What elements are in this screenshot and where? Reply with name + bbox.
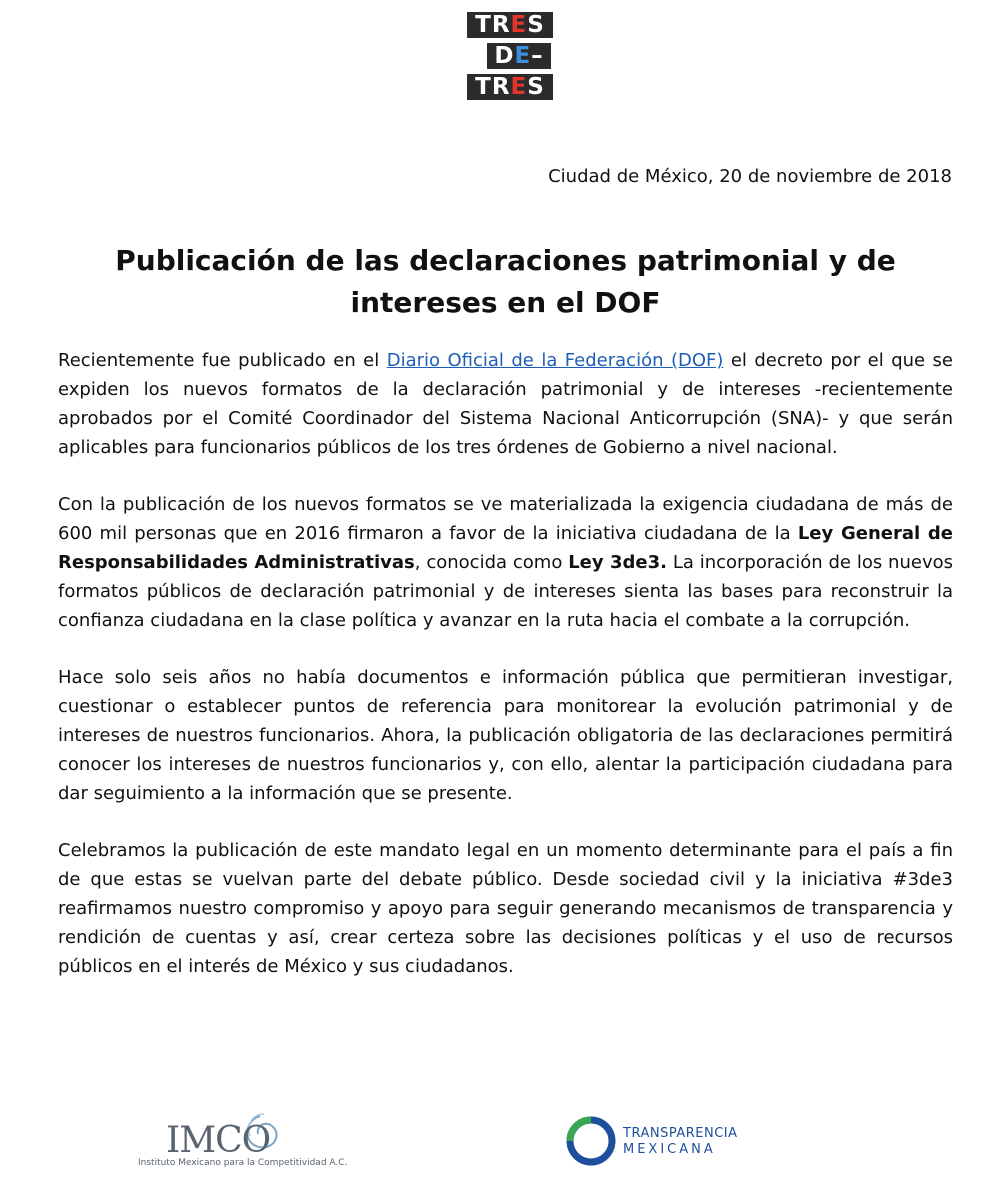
p2-part-3: La incorporación de los nuevos formatos públicos de declaración patrimonial y de intereses sienta las bases para reconstruir la confianza ciudadana en la clase política y avanzar en la ruta hacia el combate a la corrupción. — [58, 552, 953, 631]
logo-row-3-a: TR — [475, 74, 511, 100]
logo-row-2 — [487, 43, 551, 69]
transparencia-ring-icon — [566, 1116, 616, 1166]
logo-row-2-c: – — [531, 43, 544, 69]
paragraph-1 — [58, 346, 953, 462]
imco-logo — [138, 1110, 348, 1176]
document-date: Ciudad de México, 20 de noviembre de 2018 — [548, 166, 952, 187]
paragraph-2 — [58, 490, 953, 635]
p2-part-1: Con la publicación de los nuevos formatos se ve materializada la exigencia ciudadana de más de 600 mil personas que en 2016 firmaron a favor de la iniciativa ciudadana de la — [58, 494, 953, 544]
logo-row-3-b: E — [510, 74, 528, 100]
p2-bold-law-name: Ley General de Responsabilidades Administrativas — [58, 523, 953, 573]
dof-link[interactable]: Diario Oficial de la Federación (DOF) — [386, 350, 724, 371]
p2-part-2: , conocida como — [414, 552, 569, 573]
logo-row-1 — [467, 12, 553, 38]
logo-row-3-c: S — [527, 74, 545, 100]
tm-line-1: TRANSPARENCIA — [623, 1126, 738, 1141]
logo-row-1-a: TR — [475, 12, 511, 38]
paragraph-4: Celebramos la publicación de este mandato legal en un momento determinante para el país a fin de que estas se vuelvan parte del debate público. Desde sociedad civil y la iniciativa #3de3 reafirmamos nuestro compromiso y apoyo para seguir generando mecanismos de transparencia y rendición de cuentas y así, crear certeza sobre las decisiones políticas y el uso de recursos públicos en el interés de México y sus ciudadanos. — [58, 840, 953, 977]
document-body — [58, 346, 953, 1009]
logo-row-1-b: E — [510, 12, 528, 38]
p1-text-after: el decreto por el que se expiden los nuevos formatos de la declaración patrimonial y de intereses -recientemente aprobados por el Comité Coordinador del Sistema Nacional Anticorrupción (SNA)- y que serán aplicables para funcionarios públicos de los tres órdenes de Gobierno a nivel nacional. — [58, 350, 954, 458]
logo-row-2-b: E — [514, 43, 532, 69]
logo-row-1-c: S — [527, 12, 545, 38]
transparencia-mexicana-logo — [566, 1116, 746, 1166]
tm-line-2: MEXICANA — [623, 1142, 716, 1157]
paragraph-3: Hace solo seis años no había documentos e información pública que permitieran investigar, cuestionar o establecer puntos de referencia para monitorear la evolución patrimonial y de intereses de nuestros funcionarios. Ahora, la publicación obligatoria de las declaraciones permitirá conocer los intereses de nuestros funcionarios y, con ello, alentar la participación ciudadana para dar seguimiento a la información que se presente. — [58, 667, 953, 804]
p1-text-before: Recientemente fue publicado en el — [58, 350, 387, 371]
imco-tagline: Instituto Mexicano para la Competitividad A.C. — [138, 1158, 348, 1168]
imco-wordmark: IMCO — [166, 1120, 271, 1161]
tres-de-tres-logo — [467, 12, 547, 105]
logo-row-3 — [467, 74, 553, 100]
p2-bold-ley-3de3: Ley 3de3. — [568, 552, 667, 573]
logo-row-2-a: D — [494, 43, 515, 69]
document-title: Publicación de las declaraciones patrimonial y de intereses en el DOF — [115, 244, 896, 319]
